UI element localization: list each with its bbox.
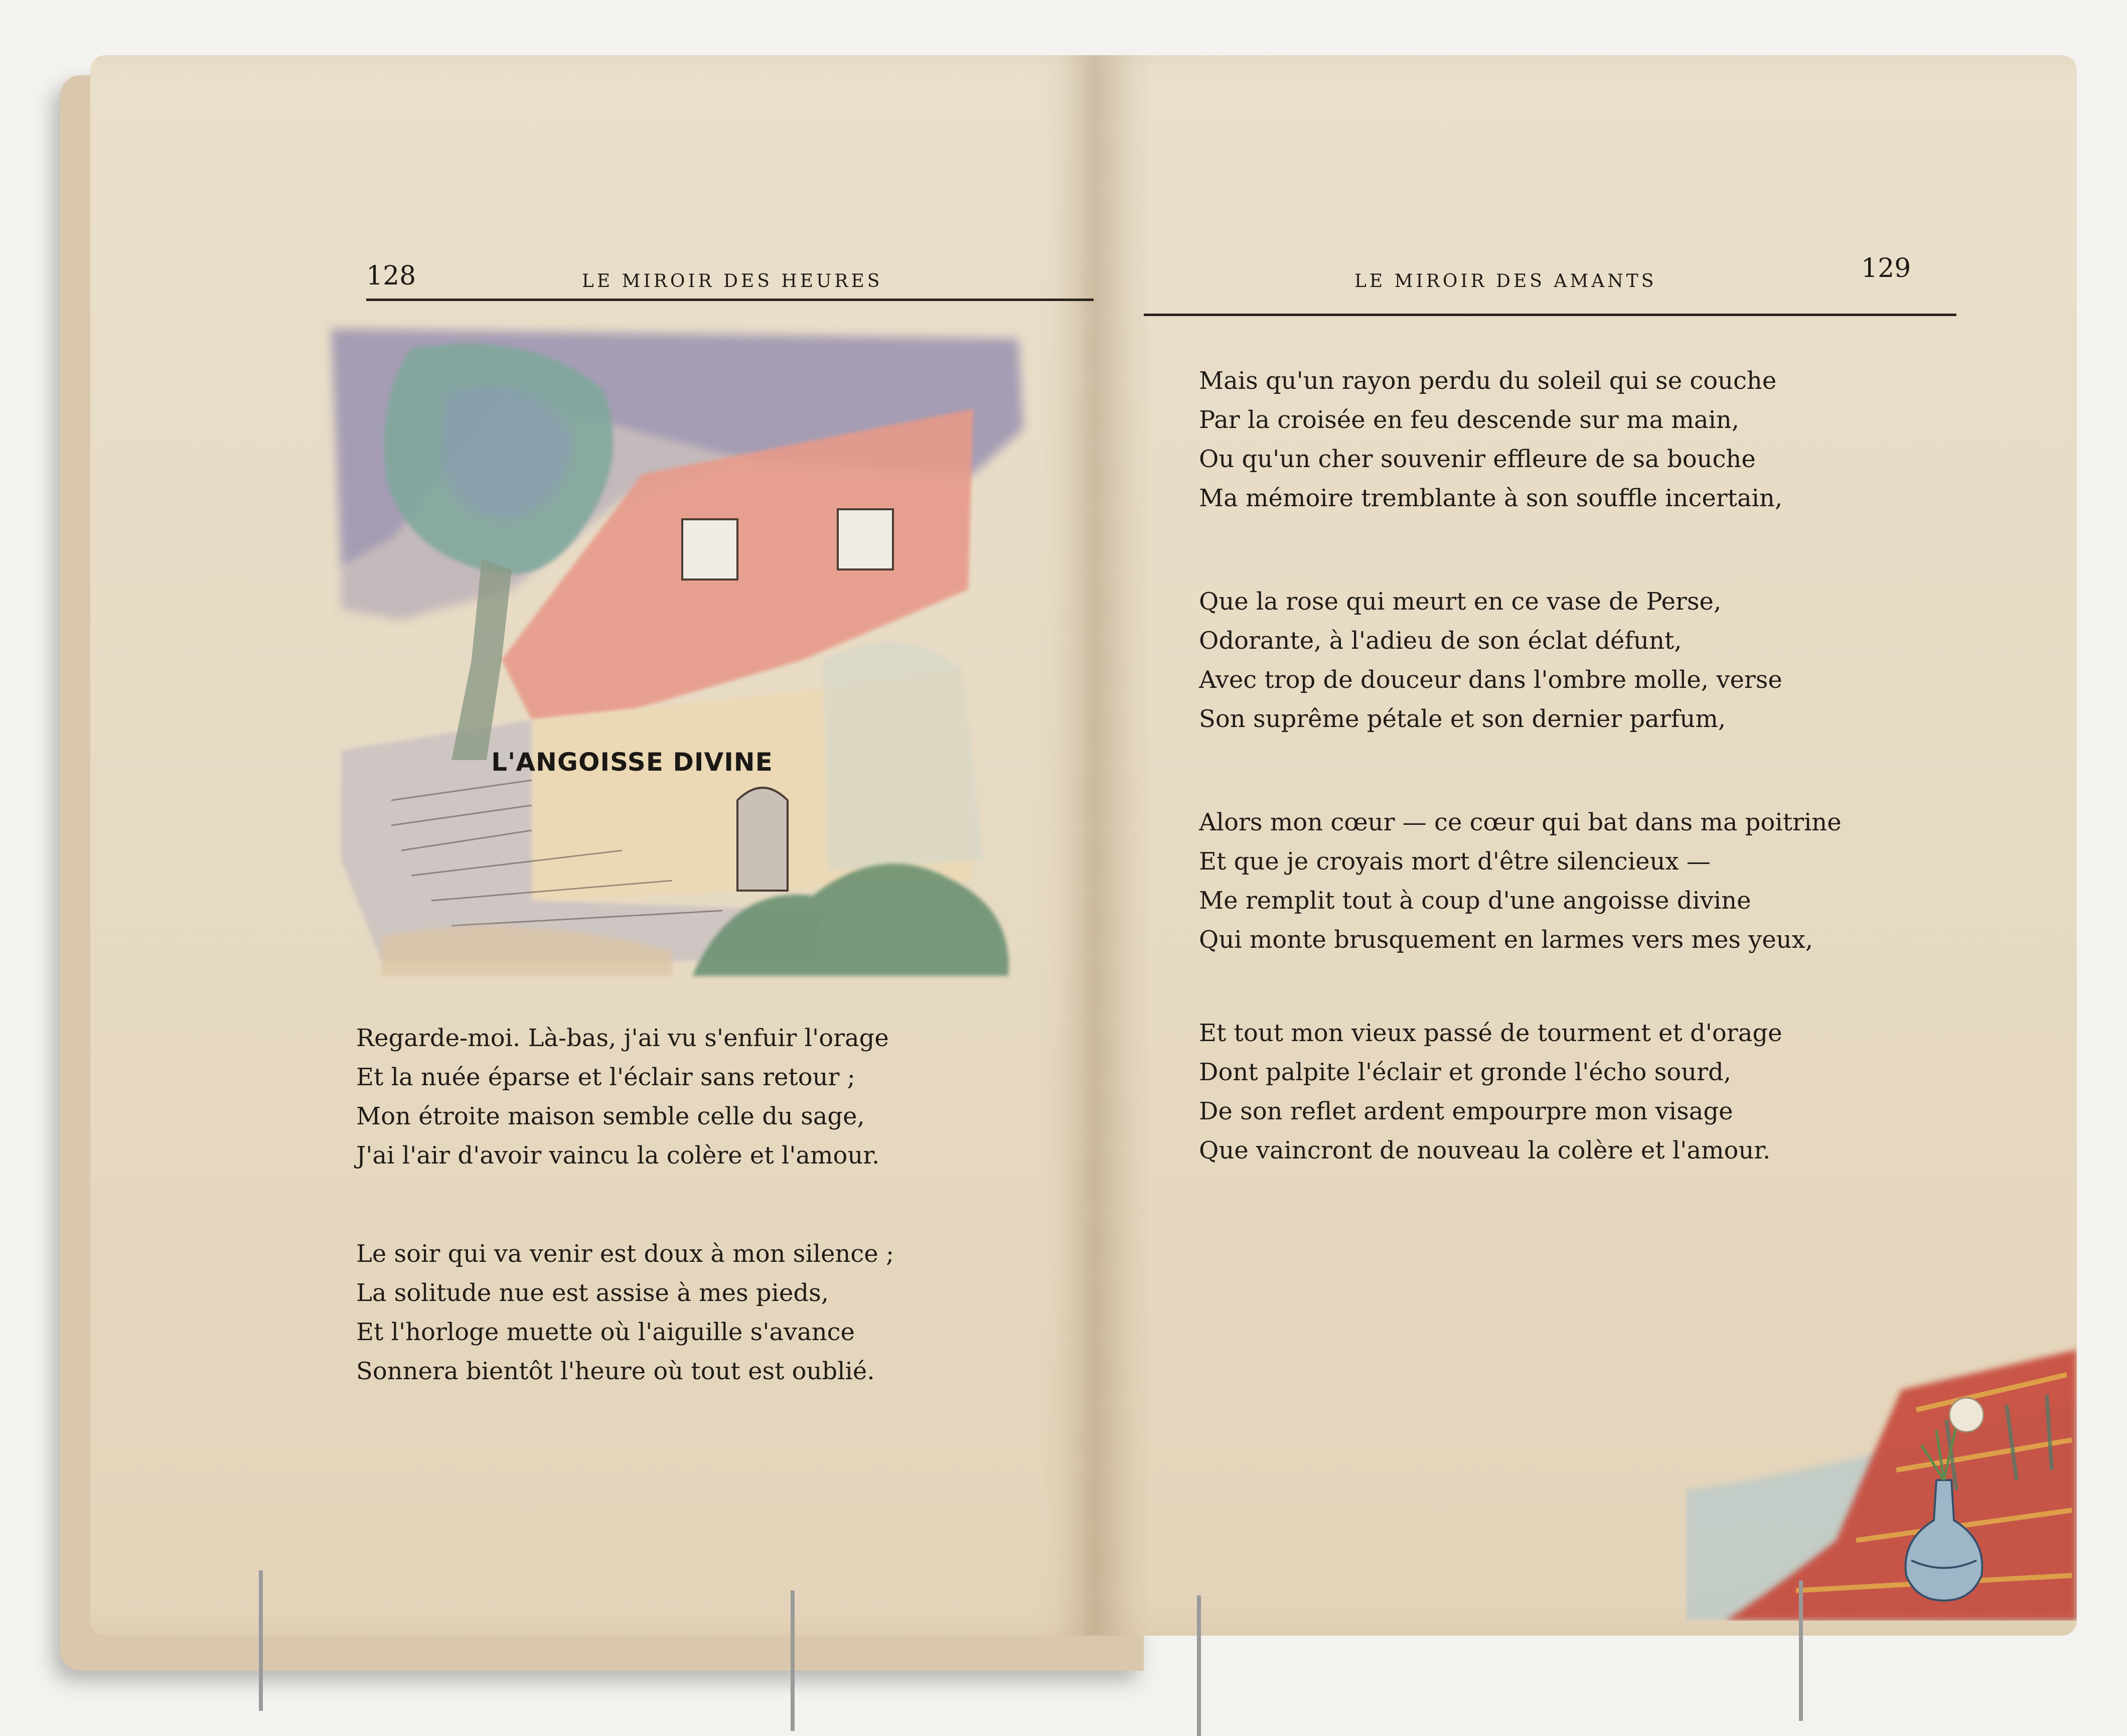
right-stanza-4 (1199, 1014, 1782, 1170)
verse-line: Regarde-moi. Là-bas, j'ai vu s'enfuir l'orage (356, 1024, 889, 1052)
page-clip-center-left (788, 1590, 798, 1731)
right-page-header (1094, 251, 2077, 301)
verse-line: Sonnera bientôt l'heure où tout est oublié. (356, 1357, 875, 1385)
running-head-right: LE MIROIR DES AMANTS (1354, 271, 1657, 292)
verse-line: Qui monte brusquement en larmes vers mes yeux, (1199, 926, 1813, 954)
verse-line: Dont palpite l'éclair et gronde l'écho sourd, (1199, 1058, 1732, 1086)
verse-line: Avec trop de douceur dans l'ombre molle, verse (1199, 666, 1782, 694)
verse-line: Par la croisée en feu descende sur ma main, (1199, 406, 1740, 434)
verse-line: Le soir qui va venir est doux à mon silence ; (356, 1240, 894, 1268)
verse-line: Mais qu'un rayon perdu du soleil qui se couche (1199, 367, 1777, 395)
left-stanza-1 (356, 1019, 889, 1175)
verse-line: Ou qu'un cher souvenir effleure de sa bouche (1199, 445, 1756, 473)
verse-line: Me remplit tout à coup d'une angoisse divine (1199, 887, 1751, 915)
header-rule-right (1144, 314, 1956, 316)
verse-line: La solitude nue est assise à mes pieds, (356, 1279, 829, 1307)
verse-line: J'ai l'air d'avoir vaincu la colère et l'amour. (356, 1141, 880, 1170)
verse-line: De son reflet ardent empourpre mon visage (1199, 1097, 1733, 1125)
right-stanza-2 (1199, 582, 1782, 739)
verse-line: Mon étroite maison semble celle du sage, (356, 1102, 865, 1130)
verse-line: Et l'horloge muette où l'aiguille s'avance (356, 1318, 855, 1346)
left-page (90, 55, 1094, 1636)
watercolor-house-illustration (321, 309, 1033, 1001)
verse-line: Que la rose qui meurt en ce vase de Perse, (1199, 588, 1722, 616)
verse-line: Et que je croyais mort d'être silencieux — (1199, 847, 1711, 876)
right-page (1094, 55, 2077, 1636)
left-stanza-2 (356, 1234, 894, 1391)
page-number-left: 128 (366, 261, 416, 291)
verse-line: Ma mémoire tremblante à son souffle incertain, (1199, 484, 1783, 512)
corner-vase-illustration (1686, 1340, 2077, 1621)
running-head-left: LE MIROIR DES HEURES (582, 271, 883, 292)
page-clip-center-right (1194, 1596, 1204, 1736)
illustration-title: L'ANGOISSE DIVINE (491, 748, 773, 777)
verse-line: Et la nuée éparse et l'éclair sans retour ; (356, 1063, 855, 1091)
open-book (60, 55, 2077, 1661)
house-painting (321, 309, 1033, 1001)
left-page-header (90, 251, 1094, 301)
verse-line: Alors mon cœur — ce cœur qui bat dans ma poitrine (1199, 808, 1842, 836)
page-number-right: 129 (1861, 253, 1911, 283)
verse-line: Que vaincront de nouveau la colère et l'amour. (1199, 1136, 1771, 1165)
vase-on-carpet-painting (1686, 1340, 2077, 1621)
right-stanza-3 (1199, 803, 1842, 959)
page-clip-right (1796, 1580, 1806, 1721)
verse-line: Odorante, à l'adieu de son éclat défunt, (1199, 627, 1682, 655)
page-clip-left (256, 1570, 266, 1711)
header-rule-left (366, 299, 1094, 301)
verse-line: Et tout mon vieux passé de tourment et d'orage (1199, 1019, 1782, 1047)
verse-line: Son suprême pétale et son dernier parfum, (1199, 705, 1726, 733)
right-stanza-1 (1199, 361, 1782, 518)
